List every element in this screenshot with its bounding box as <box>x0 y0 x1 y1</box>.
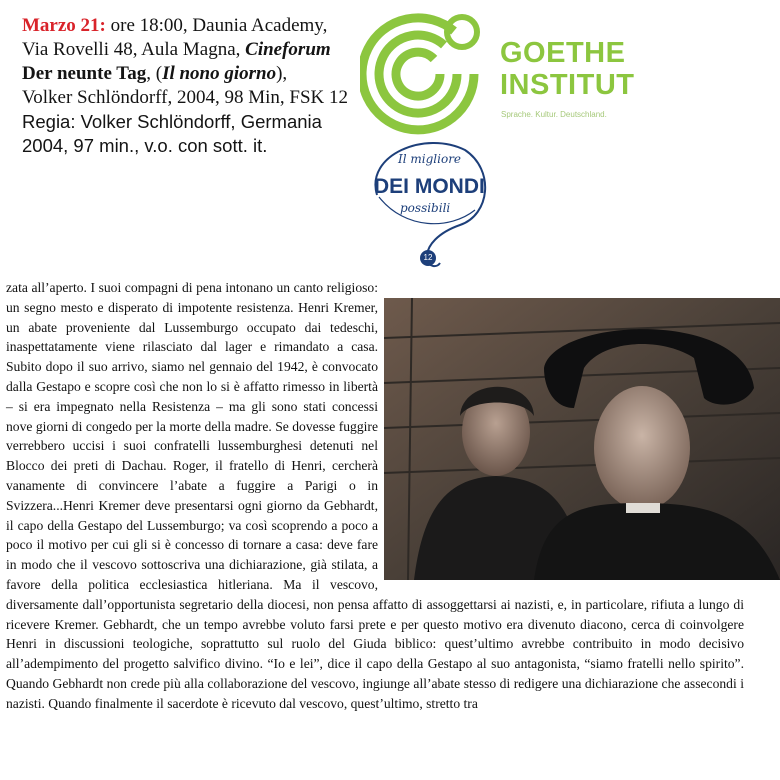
goethe-line-1: GOETHE <box>500 37 626 69</box>
mondi-script-text: Il migliore <box>398 152 462 166</box>
film-title-sep: , ( <box>146 63 163 84</box>
goethe-tagline: Sprache. Kultur. Deutschland. <box>501 110 607 119</box>
film-title-it: Il nono giorno <box>162 63 277 84</box>
film-details-it: Regia: Volker Schlöndorff, Germania 2004, 97 min., v.o. con sott. it. <box>22 111 322 156</box>
film-title-line <box>22 62 352 86</box>
film-details-de: Volker Schlöndorff, 2004, 98 Min, FSK 12 <box>22 87 349 108</box>
mondi-possibili: possibili <box>400 201 451 215</box>
goethe-line-2: INSTITUT <box>500 69 635 101</box>
event-date: Marzo 21: <box>22 15 106 36</box>
goethe-wordmark <box>500 37 635 101</box>
event-time-place: ore 18:00, Daunia Academy, Via Rovelli 48, Aula Magna, <box>22 15 328 60</box>
event-info <box>22 14 352 62</box>
event-header <box>22 14 352 158</box>
mondi-title: DEI MONDI <box>374 175 485 198</box>
film-still-drawing <box>384 298 780 580</box>
mondi-age-badge: 12 <box>420 250 436 266</box>
film-title: Der neunte Tag <box>22 63 147 84</box>
event-series: Cineforum <box>245 39 331 60</box>
article-paragraph: zata all’aperto. I suoi compagni di pena intonano un canto religioso: un segno mesto e disperato di impotente resistenza. Henri Kremer, un abate proveniente dal Lussemburgo occupato dai tedeschi, inaspettatamente viene rilasciato dal lager e rimandato a casa. Subito dopo il suo arrivo, siamo nel gennaio del 1942, è convocato dalla Gestapo e scopre così che non lo si è affatto rimesso in libertà – si era impegnato nella Resistenza – ma gli sono stati concessi nove giorni di congedo per la morte della madre. Se dovesse fuggire verrebbero uccisi i suoi confratelli lussemburghesi detenuti nel Blocco dei preti di Dachau. Roger, il fratello di Henri, cercherà vanamente di convincere l’abate a fuggire a Parigi o in Svizzera...Henri Kremer deve presentarsi ogni giorno da Gebhardt, il capo della Gestapo del Lussemburgo; va così scoprendo a poco a poco il motivo per cui gli si è concesso di tornare a casa: deve fare in modo che il vescovo sottoscriva una dichiarazione, già stilata, a favore della politica ecclesiastica hitleriana. Ma il vescovo, diversamente dall’opportunista segretario della diocesi, non pensa affatto di assoggettarsi ai nazisti, e, in particolare, rifiuta a lungo di ricevere Kremer. Gebhardt, che un tempo avrebbe voluto farsi prete e per questo motivo era divenuto diacono, cerca di coinvolgere Henri in discussioni teologiche, soprattutto sul ruolo del Giuda biblico: quest’ultimo avrebbe contribuito in modo decisivo all’adempimento del progetto salvifico divino. “Io e lei”, dice il capo della Gestapo al suo antagonista, “siamo fratelli nello spirito”. Quando Gebhardt non crede più alla collaborazione del vescovo, ingiunge all’abate stesso di redigere una dichiarazione che assecondi i nazisti. Quando finalmente il sacerdote è ricevuto dal vescovo, quest’ultimo, stretto tra <box>6 280 744 711</box>
film-title-end: ), <box>276 63 288 84</box>
film-still-image <box>384 298 780 580</box>
article-body <box>6 278 744 714</box>
